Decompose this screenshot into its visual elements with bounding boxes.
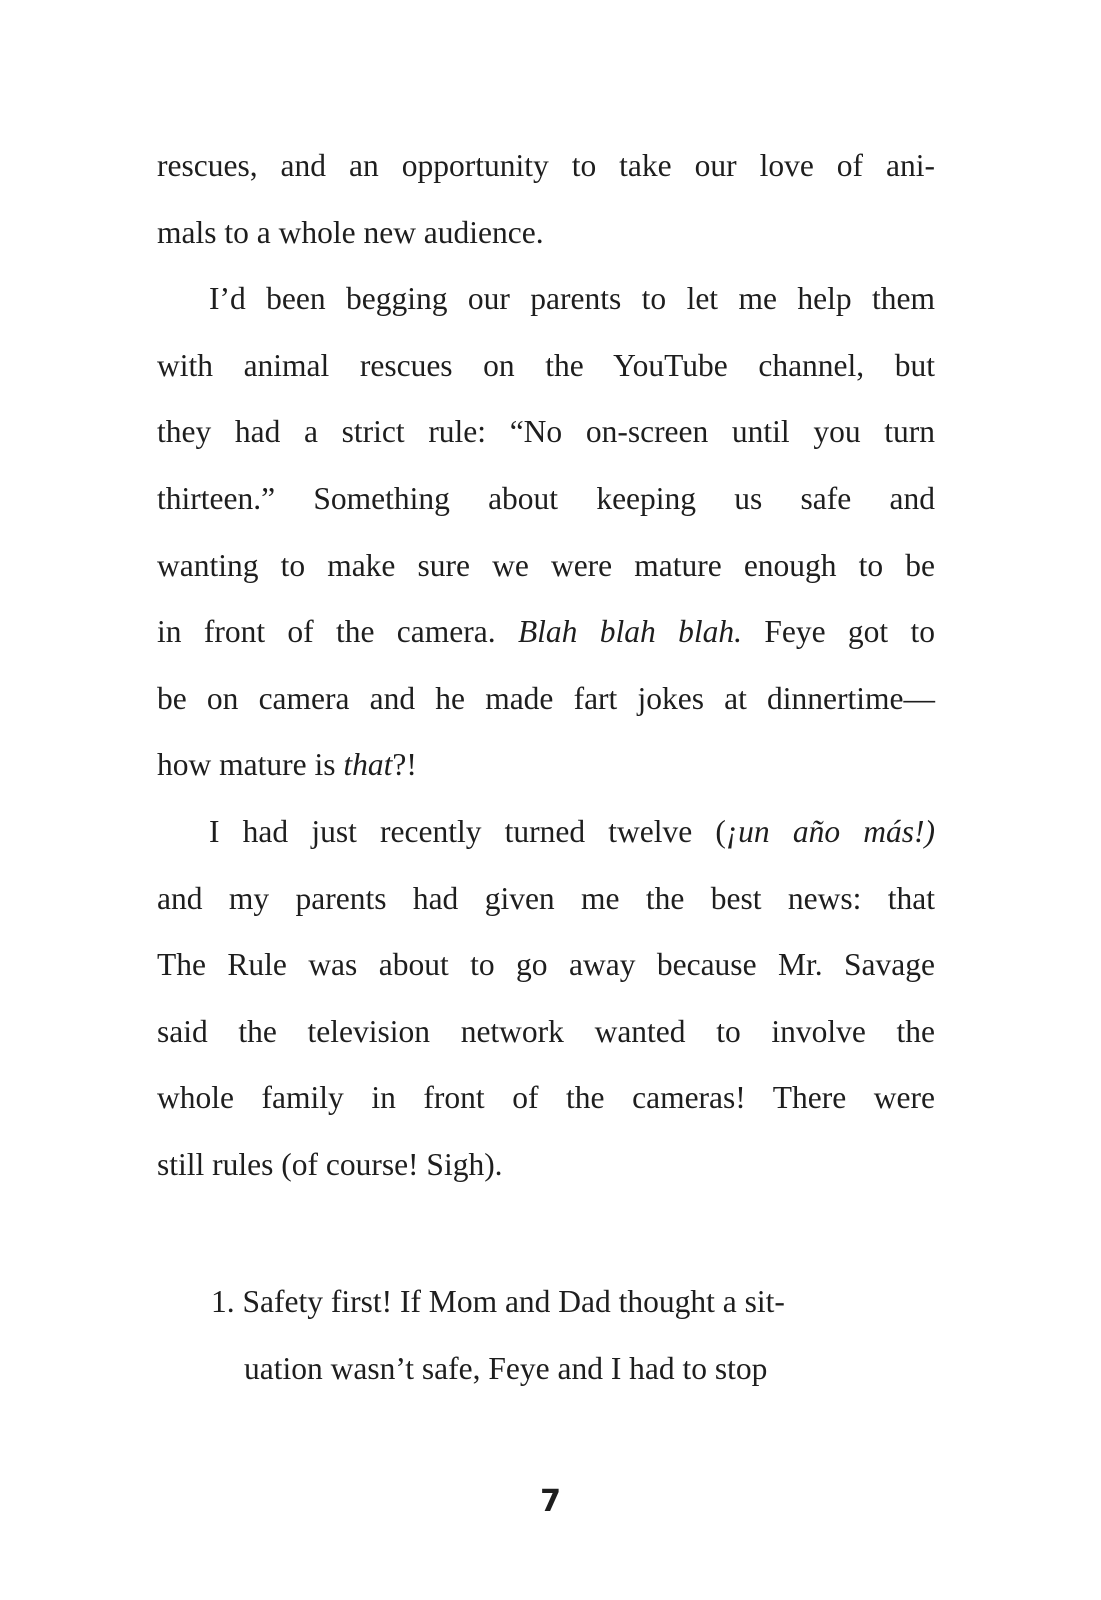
list-item-line: 1. Safety first! If Mom and Dad thought a sit- xyxy=(211,1284,785,1319)
italic-text: ¡un año más!) xyxy=(725,813,935,849)
body-text xyxy=(157,133,935,1199)
text-line: I’d been begging our parents to let me help them xyxy=(209,281,935,317)
text-line: wanting to make sure we were mature enough to be xyxy=(157,547,935,583)
list-item-line: uation wasn’t safe, Feye and I had to stop xyxy=(244,1350,768,1386)
text-line: mals to a whole new audience. xyxy=(157,214,544,250)
text-line: whole family in front of the cameras! There were xyxy=(157,1080,935,1116)
text-line: and my parents had given me the best news: that xyxy=(157,880,935,916)
text-segment: ?! xyxy=(392,747,417,783)
text-segment: Feye got to xyxy=(741,614,935,650)
page-number: 7 xyxy=(540,1484,561,1519)
text-segment: I had just recently turned twelve ( xyxy=(209,813,726,849)
italic-text: Blah blah blah. xyxy=(517,614,742,650)
rules-list xyxy=(211,1269,911,1402)
text-line xyxy=(157,599,935,666)
text-line: said the television network wanted to involve the xyxy=(157,1013,935,1049)
text-segment: in front of the camera. xyxy=(157,614,518,650)
text-line: be on camera and he made fart jokes at dinnertime— xyxy=(157,680,935,716)
text-line: with animal rescues on the YouTube channel, but xyxy=(157,347,935,383)
text-line: thirteen.” Something about keeping us safe and xyxy=(157,480,935,516)
text-line: rescues, and an opportunity to take our love of ani- xyxy=(157,148,935,183)
text-line xyxy=(157,799,935,866)
text-line: they had a strict rule: “No on-screen until you turn xyxy=(157,414,935,450)
text-segment: how mature is xyxy=(157,747,344,783)
text-line xyxy=(157,732,935,799)
text-line: still rules (of course! Sigh). xyxy=(157,1146,503,1182)
text-line: The Rule was about to go away because Mr. Savage xyxy=(157,947,935,983)
italic-text: that xyxy=(343,747,393,783)
